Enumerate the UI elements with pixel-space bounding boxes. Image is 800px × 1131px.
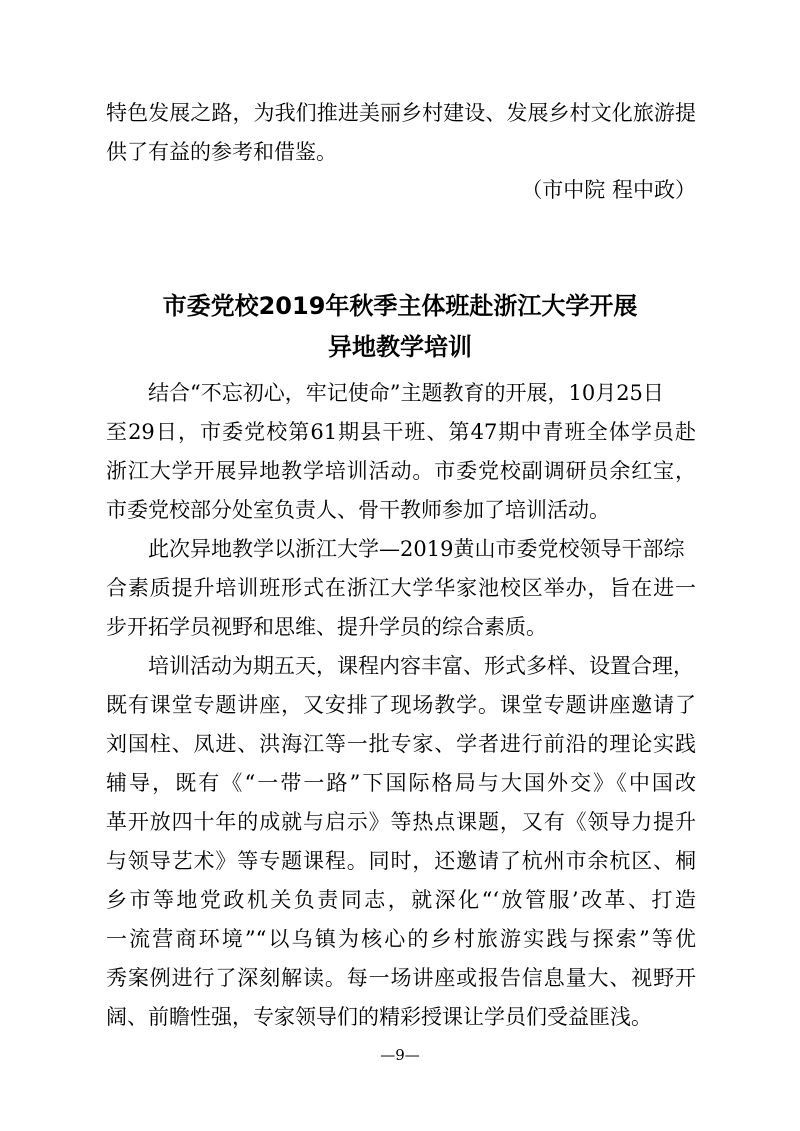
paragraph-line: 阔、前瞻性强，专家领导们的精彩授课让学员们受益匪浅。 [106, 1005, 652, 1029]
intro-line: 供了有益的参考和借鉴。 [106, 140, 337, 164]
article-title-line: 市委党校2019年秋季主体班赴浙江大学开展 [162, 292, 638, 320]
paragraph-line: 秀案例进行了深刻解读。每一场讲座或报告信息量大、视野开 [106, 966, 696, 990]
paragraph-line: 与领导艺术》等专题课程。同时，还邀请了杭州市余杭区、桐 [106, 849, 696, 873]
paragraph-line: 既有课堂专题讲座，又安排了现场教学。课堂专题讲座邀请了 [106, 693, 696, 717]
article-title-line: 异地教学培训 [328, 333, 472, 361]
paragraph-line: 乡市等地党政机关负责同志，就深化“‘放管服’改革、打造 [106, 888, 696, 912]
author-byline: （市中院 程中政） [521, 178, 696, 202]
paragraph-line: 步开拓学员视野和思维、提升学员的综合素质。 [106, 615, 547, 639]
paragraph-line: 一流营商环境”“以乌镇为核心的乡村旅游实践与探索”等优 [106, 927, 696, 951]
paragraph-line: 至29日，市委党校第61期县干班、第47期中青班全体学员赴 [106, 420, 696, 444]
intro-line: 特色发展之路，为我们推进美丽乡村建设、发展乡村文化旅游提 [106, 101, 696, 125]
paragraph-line: 合素质提升培训班形式在浙江大学华家池校区举办，旨在进一 [106, 576, 696, 600]
paragraph-line: 结合“不忘初心，牢记使命”主题教育的开展，10月25日 [148, 381, 664, 405]
paragraph-line: 培训活动为期五天，课程内容丰富、形式多样、设置合理， [148, 654, 694, 678]
paragraph-line: 刘国柱、凤进、洪海江等一批专家、学者进行前沿的理论实践 [106, 732, 696, 756]
paragraph-line: 辅导，既有《“一带一路”下国际格局与大国外交》《中国改 [106, 771, 696, 795]
page-number: —9— [380, 1046, 420, 1064]
paragraph-line: 市委党校部分处室负责人、骨干教师参加了培训活动。 [106, 498, 610, 522]
paragraph-line: 革开放四十年的成就与启示》等热点课题，又有《领导力提升 [106, 810, 696, 834]
paragraph-line: 浙江大学开展异地教学培训活动。市委党校副调研员余红宝， [106, 459, 696, 483]
paragraph-line: 此次异地教学以浙江大学—2019黄山市委党校领导干部综 [148, 537, 685, 561]
